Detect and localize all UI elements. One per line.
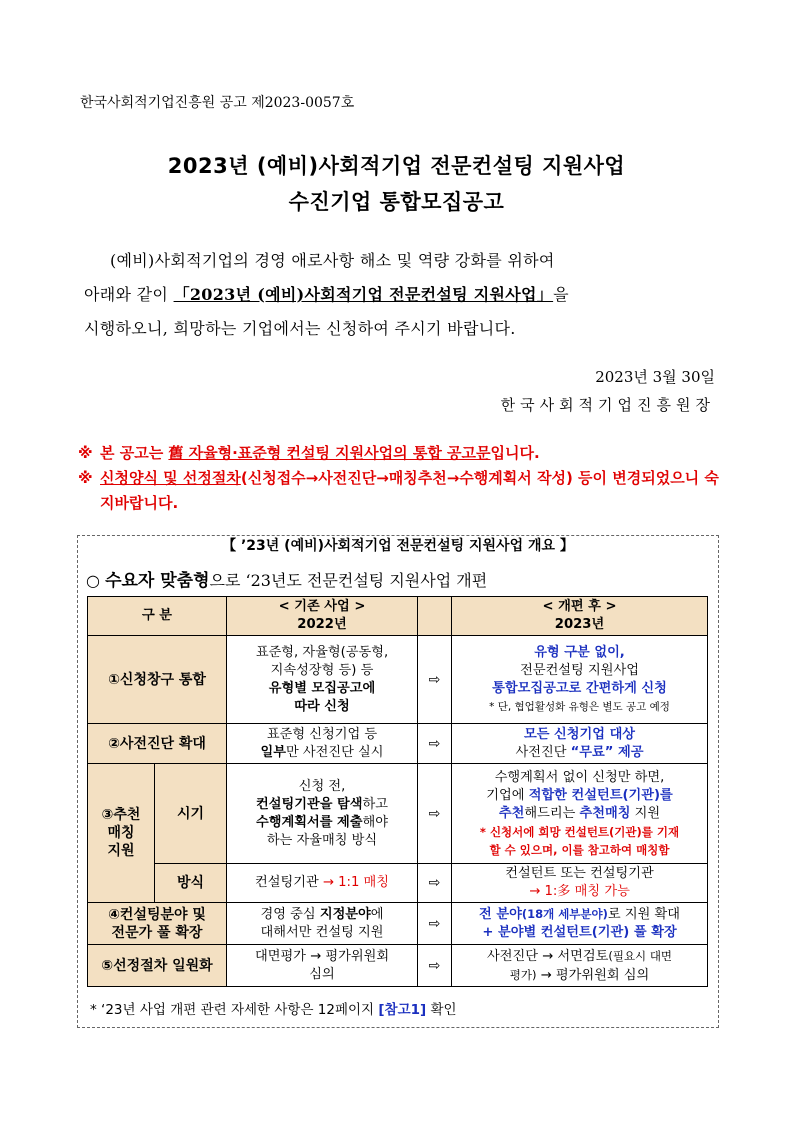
page-title-line2: 수진기업 통합모집공고 [288, 190, 505, 214]
row3a-new: 수행계획서 없이 신청만 하면, 기업에 적합한 컨설턴트(기관)를 추천해드리는 추천매칭 지원 * 신청서에 희망 컨설턴트(기관)를 기재 할 수 있으며, 이를 참고하여 매칭함 [452, 764, 708, 864]
header-new: < 개편 후 > 2023년 [452, 597, 708, 636]
announce-date: 2023년 3월 30일 [595, 368, 715, 386]
row3b-old: 컨설팅기관 → 1:1 매칭 [227, 864, 418, 903]
row1-new: 유형 구분 없이, 전문컨설팅 지원사업 통합모집공고로 간편하게 신청 * 단, 협업활성화 유형은 별도 공고 예정 [452, 636, 708, 724]
row4-new: 전 분야(18개 세부분야)로 지원 확대 + 분야별 컨설턴트(기관) 풀 확장 [452, 903, 708, 945]
row1-old: 표준형, 자율형(공동형, 지속성장형 등) 등 유형별 모집공고에 따라 신청 [227, 636, 418, 724]
intro-line2: 아래와 같이 「2023년 (예비)사회적기업 전문컨설팅 지원사업」을 [84, 285, 569, 304]
arrow-icon: ⇨ [418, 864, 452, 903]
note-1: ※ 본 공고는 舊 자율형·표준형 컨설팅 지원사업의 통합 공고문입니다. [78, 444, 540, 462]
notice-notes [78, 441, 720, 516]
row3a-old: 신청 전, 컨설팅기관을 탐색하고 수행계획서를 제출해야 하는 자율매칭 방식 [227, 764, 418, 864]
intro-paragraph [84, 244, 718, 346]
row1-label: ①신청창구 통합 [88, 636, 227, 724]
intro-line3: 시행하오니, 희망하는 기업에서는 신청하여 주시기 바랍니다. [84, 319, 516, 338]
notice-number: 한국사회적기업진흥원 공고 제2023-0057호 [80, 95, 355, 111]
comparison-table [87, 596, 708, 987]
overview-box [77, 535, 719, 1028]
row2-old: 표준형 신청기업 등 일부만 사전진단 실시 [227, 724, 418, 764]
header-category: 구 분 [88, 597, 227, 636]
intro-line1: (예비)사회적기업의 경영 애로사항 해소 및 역량 강화를 위하여 [110, 251, 555, 270]
row5-new: 사전진단 → 서면검토(필요시 대면 평가) → 평가위원회 심의 [452, 945, 708, 987]
page-title-line1: 2023년 (예비)사회적기업 전문컨설팅 지원사업 [167, 154, 626, 178]
arrow-icon: ⇨ [418, 724, 452, 764]
arrow-icon: ⇨ [418, 764, 452, 864]
arrow-icon: ⇨ [418, 903, 452, 945]
header-old: < 기존 사업 > 2022년 [227, 597, 418, 636]
program-name: 「2023년 (예비)사회적기업 전문컨설팅 지원사업」 [173, 285, 554, 304]
row2-new: 모든 신청기업 대상 사전진단 “무료” 제공 [452, 724, 708, 764]
overview-subtitle: ○ 수요자 맞춤형으로 ‘23년도 전문컨설팅 지원사업 개편 [86, 571, 488, 591]
note-2: ※ 신청양식 및 선정절차(신청접수→사전진단→매칭추천→수행계획서 작성) 등이 변경되었으니 숙지바랍니다. [78, 469, 719, 512]
row3-label: ③추천 매칭 지원 [88, 764, 155, 903]
overview-heading: 【 ’23년 (예비)사회적기업 전문컨설팅 지원사업 개요 】 [78, 536, 718, 556]
row3b-new: 컨설턴트 또는 컨설팅기관 → 1:多 매칭 가능 [452, 864, 708, 903]
table-row [88, 903, 708, 945]
row3b-label: 방식 [155, 864, 227, 903]
table-row [88, 724, 708, 764]
row4-old: 경영 중심 지정분야에 대해서만 컨설팅 지원 [227, 903, 418, 945]
arrow-icon: ⇨ [418, 636, 452, 724]
row5-label: ⑤선정절차 일원화 [88, 945, 227, 987]
table-row [88, 764, 708, 864]
org-signature: 한국사회적기업진흥원장 [500, 396, 715, 414]
reference-link: [참고1] [378, 1002, 427, 1018]
table-header-row [88, 597, 708, 636]
arrow-icon: ⇨ [418, 945, 452, 987]
row5-old: 대면평가 → 평가위원회 심의 [227, 945, 418, 987]
table-row [88, 636, 708, 724]
overview-footnote: * ‘23년 사업 개편 관련 자세한 사항은 12페이지 [참고1] 확인 [90, 1002, 457, 1018]
table-row [88, 864, 708, 903]
row4-label: ④컨설팅분야 및 전문가 풀 확장 [88, 903, 227, 945]
header-arrow-cell [418, 597, 452, 636]
row2-label: ②사전진단 확대 [88, 724, 227, 764]
row3a-label: 시기 [155, 764, 227, 864]
table-row [88, 945, 708, 987]
